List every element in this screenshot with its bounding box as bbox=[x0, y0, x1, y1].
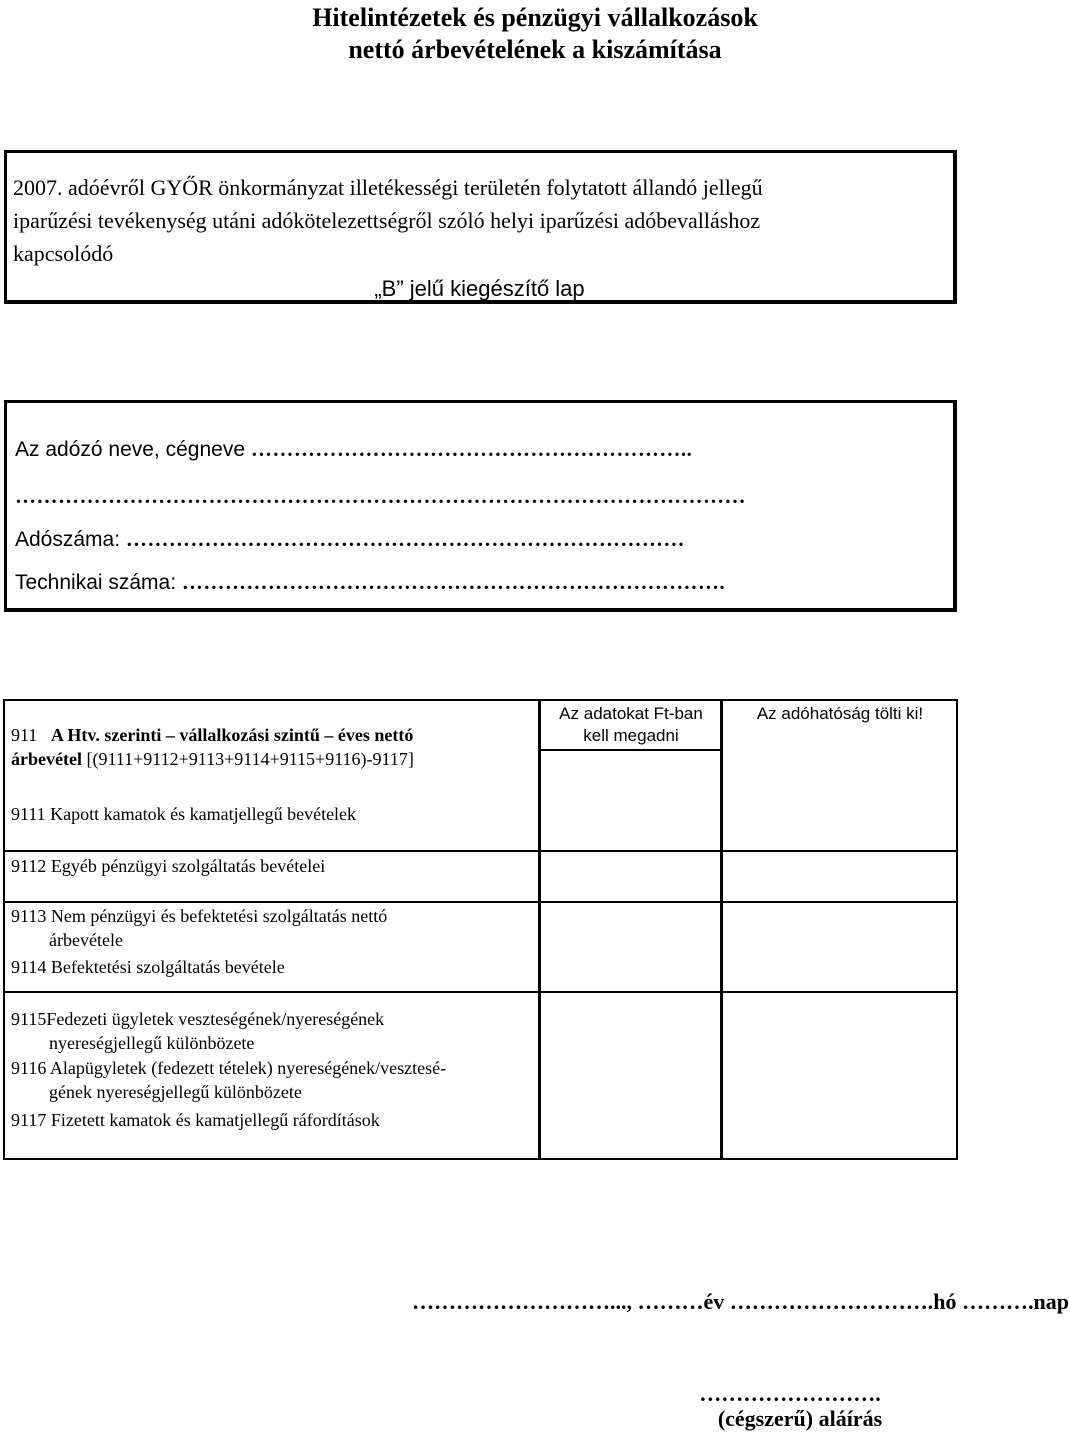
authority-column bbox=[721, 699, 958, 1160]
table-row-9115 bbox=[11, 1007, 384, 1055]
table-row-9114: 9114 Befektetési szolgáltatás bevétele bbox=[11, 957, 285, 977]
row-line-2: árbevétele bbox=[49, 930, 123, 950]
tax-number-label: Adószáma: bbox=[15, 528, 121, 551]
row-divider bbox=[3, 901, 540, 903]
taxpayer-name-field[interactable]: …………………………………………………….. bbox=[250, 437, 693, 461]
header-text bbox=[13, 171, 948, 270]
row-divider bbox=[539, 749, 722, 751]
row-divider bbox=[539, 901, 722, 903]
signature-dots[interactable]: ……………………. bbox=[699, 1381, 881, 1406]
date-line[interactable]: ………………………..., ………év ……………………….hó ……….nap bbox=[412, 1289, 1069, 1314]
row-code: 911 bbox=[11, 725, 38, 745]
technical-number-label: Technikai száma: bbox=[15, 571, 177, 594]
table-row-9116 bbox=[11, 1056, 446, 1104]
row-line-1: 9116 Alapügyletek (fedezett tételek) nyereségének/vesztesé- bbox=[11, 1058, 447, 1078]
signature-label: (cégszerű) aláírás bbox=[717, 1406, 883, 1431]
tax-number-row bbox=[15, 526, 685, 553]
row-divider bbox=[721, 850, 958, 852]
taxpayer-name-label: Az adózó neve, cégneve bbox=[15, 438, 245, 461]
row-line-2: nyereségjellegű különbözete bbox=[49, 1033, 255, 1053]
technical-number-field[interactable]: …………………………………………………………………. bbox=[181, 570, 726, 594]
row-line-1: 9115Fedezeti ügyletek veszteségének/nyereségének bbox=[11, 1009, 385, 1029]
taxpayer-name-row bbox=[15, 436, 692, 463]
amount-column bbox=[539, 699, 722, 1160]
row-divider bbox=[539, 991, 722, 993]
page-subtitle: nettó árbevételének a kiszámítása bbox=[348, 35, 722, 64]
tax-number-field[interactable]: …………………………………………………………………… bbox=[125, 527, 685, 551]
header-line-2: iparűzési tevékenység utáni adókötelezettségről szóló helyi iparűzési adóbevalláshoz bbox=[13, 208, 761, 233]
header-line-1: 2007. adóévről GYŐR önkormányzat illetékességi területén folytatott állandó jellegű bbox=[13, 175, 763, 200]
authority-column-header: Az adóhatóság tölti ki! bbox=[756, 704, 924, 723]
table-row-9112: 9112 Egyéb pénzügyi szolgáltatás bevételei bbox=[11, 856, 326, 876]
row-line-1: 9113 Nem pénzügyi és befektetési szolgáltatás nettó bbox=[11, 906, 388, 926]
sheet-label: „B” jelű kiegészítő lap bbox=[374, 276, 585, 301]
page-title: Hitelintézetek és pénzügyi vállalkozások bbox=[312, 3, 758, 32]
row-divider bbox=[721, 991, 958, 993]
table-row-9117: 9117 Fizetett kamatok és kamatjellegű ráfordítások bbox=[11, 1110, 380, 1130]
row-divider bbox=[539, 850, 722, 852]
row-line-2: gének nyereségjellegű különbözete bbox=[49, 1082, 302, 1102]
amount-column-header bbox=[543, 703, 719, 747]
table-row-9113 bbox=[11, 904, 387, 952]
taxpayer-name-field-2[interactable]: ………………………………………………………………………………………… bbox=[15, 484, 746, 508]
amount-header-line-1: Az adatokat Ft-ban bbox=[559, 704, 703, 723]
table-row-911 bbox=[11, 723, 414, 771]
row-divider bbox=[3, 991, 540, 993]
revenue-table bbox=[3, 699, 958, 1160]
row-divider bbox=[721, 901, 958, 903]
technical-number-row bbox=[15, 569, 725, 596]
row-title-cont: árbevétel bbox=[11, 749, 82, 769]
table-row-9111: 9111 Kapott kamatok és kamatjellegű bevételek bbox=[11, 804, 357, 824]
taxpayer-box bbox=[4, 400, 957, 612]
header-box bbox=[4, 150, 957, 304]
taxpayer-name-row-2 bbox=[15, 483, 746, 510]
row-formula: [(9111+9112+9113+9114+9115+9116)-9117] bbox=[81, 749, 414, 769]
row-title: A Htv. szerinti – vállalkozási szintű – éves nettó bbox=[50, 725, 414, 745]
header-line-3: kapcsolódó bbox=[13, 241, 114, 266]
amount-header-line-2: kell megadni bbox=[583, 726, 679, 745]
row-divider bbox=[3, 850, 540, 852]
